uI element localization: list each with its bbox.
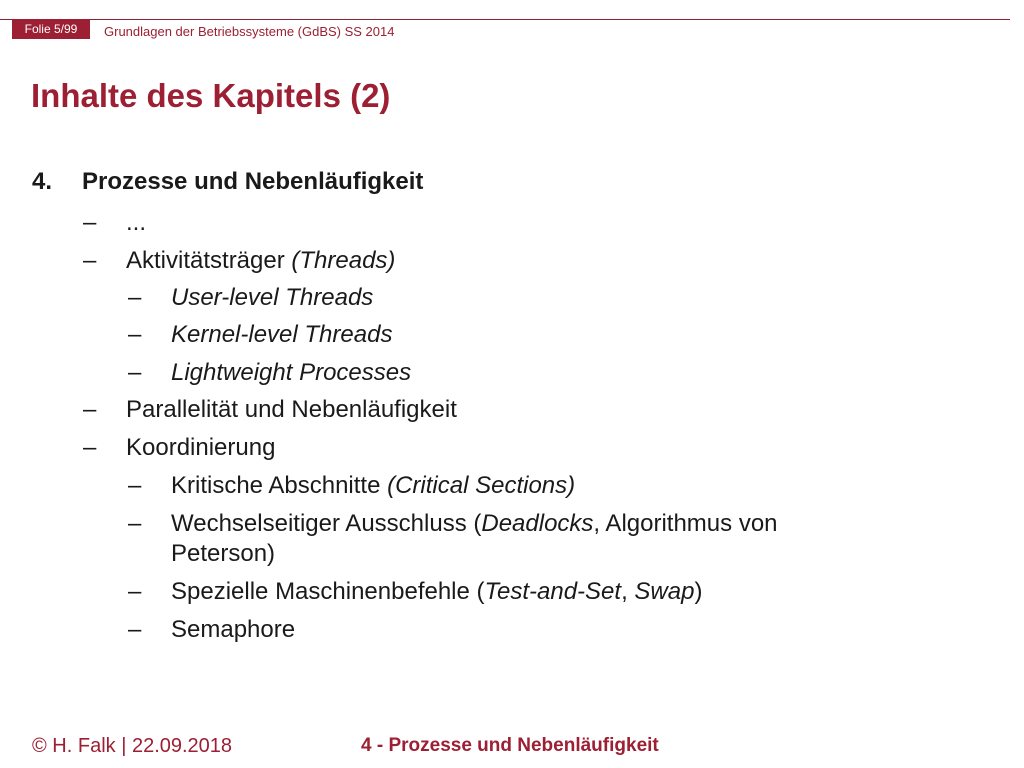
bullet-parallelism (83, 395, 457, 425)
bullet-user-level (128, 283, 373, 313)
course-title: Grundlagen der Betriebssysteme (GdBS) SS 2014 (104, 24, 395, 39)
dash: – (83, 434, 97, 461)
bullet-text: Lightweight Processes (171, 359, 412, 386)
bullet-machine (128, 577, 702, 607)
bullet-text-suffix: , Algorithmus von (593, 510, 778, 537)
bullet-text: Wechselseitiger Ausschluss ( (171, 510, 482, 537)
bullet-text: Koordinierung (126, 434, 276, 461)
chapter-heading (32, 167, 423, 197)
footer-author-date: © H. Falk | 22.09.2018 (32, 735, 233, 757)
bullet-kernel-level (128, 320, 392, 350)
bullet-italic: (Threads) (291, 247, 396, 274)
bullet-threads (83, 246, 395, 276)
slide-number-badge: Folie 5/99 (12, 19, 90, 39)
dash: – (128, 321, 142, 348)
bullet-semaphore (128, 615, 295, 645)
bullet-mutex-continuation: Peterson) (171, 540, 276, 567)
header-rule (0, 19, 1010, 20)
chapter-title: Prozesse und Nebenläufigkeit (82, 168, 424, 195)
bullet-text: Spezielle Maschinenbefehle ( (171, 578, 485, 605)
bullet-italic: Test-and-Set (484, 578, 622, 605)
bullet-text: Kernel-level Threads (171, 321, 393, 348)
dash: – (83, 396, 97, 423)
dash: – (83, 209, 97, 236)
bullet-separator: , (621, 578, 635, 605)
footer-chapter: 4 - Prozesse und Nebenläufigkeit (361, 735, 659, 756)
bullet-text: User-level Threads (171, 284, 374, 311)
dash: – (83, 247, 97, 274)
dash: – (128, 578, 142, 605)
bullet-coordination (83, 433, 275, 463)
slide-title: Inhalte des Kapitels (2) (31, 77, 391, 114)
bullet-text: Aktivitätsträger (126, 247, 292, 274)
bullet-critical (128, 471, 575, 501)
dash: – (128, 359, 142, 386)
bullet-mutex (128, 509, 778, 539)
bullet-lightweight (128, 358, 411, 388)
bullet-ellipsis (83, 208, 146, 238)
chapter-number: 4. (32, 168, 53, 195)
dash: – (128, 510, 142, 537)
bullet-text: Parallelität und Nebenläufigkeit (126, 396, 457, 423)
dash: – (128, 284, 142, 311)
bullet-text-suffix: ) (694, 578, 703, 605)
bullet-italic: Deadlocks (481, 510, 594, 537)
bullet-text: Kritische Abschnitte (171, 472, 388, 499)
dash: – (128, 472, 142, 499)
bullet-text: Semaphore (171, 616, 296, 643)
dash: – (128, 616, 142, 643)
bullet-italic: (Critical Sections) (387, 472, 576, 499)
bullet-text: ... (126, 209, 147, 236)
bullet-italic-2: Swap (634, 578, 695, 605)
